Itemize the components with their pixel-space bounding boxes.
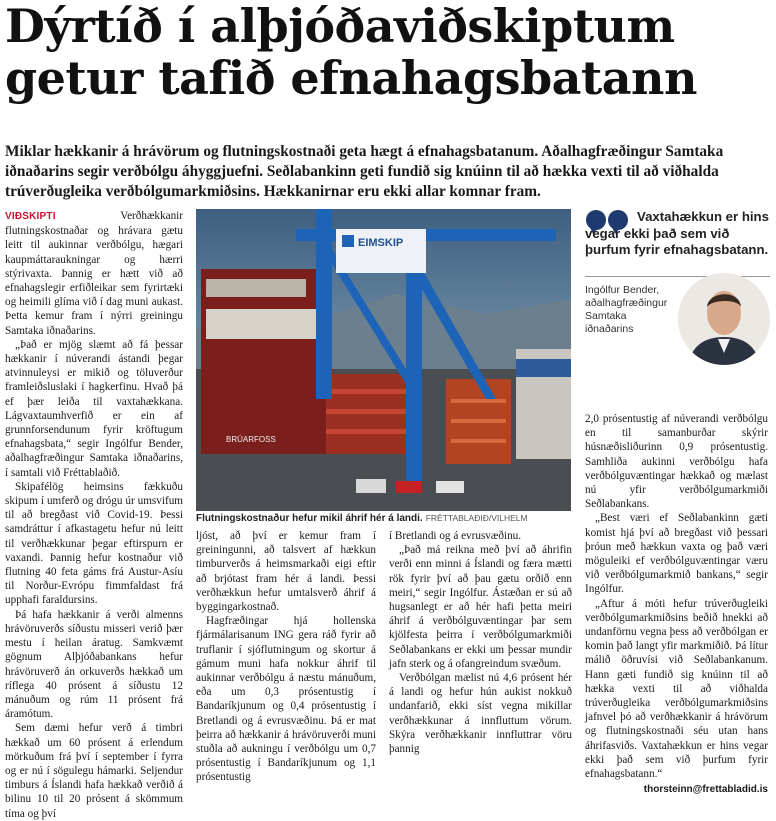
column-3	[389, 529, 572, 756]
paragraph: Hagfræðingar hjá hollenska fjármálarisanum ING gera ráð fyrir að truflanir í sjóflutningum og skortur á gámum muni hafa nokkur áhrif til aukinnar verðbólgu á næstu mánuðum, eða um 0,3 prósentustig í Bandaríkjunum og 0,4 prósentustig í Bretlandi og á evrusvæðinu. Þá er mat þeirra að hækkanir á hrávöruverði muni stuðla að aukningu í verðbólgu um 0,7 prósentustig í Bandaríkjunum og 1,1 prósentustig	[196, 615, 376, 784]
eimskip-logo: EIMSKIP	[358, 237, 404, 249]
column-4	[585, 412, 768, 797]
paragraph: „Aftur á móti hefur trúverðugleiki verðbólgumarkmiðsins beðið hnekki að undanförnu vegna þess að verðbólgan er komin það langt yfir markmiðið. Þá lítur málið öðruvísi við Seðlabankanum. Hann gæti fundið sig knúinn til að hækka vexti til að viðhalda trúverðugleika verðbólgumarkmiðsins jafnvel þó að verðhækkanir á hrávörum og flutningskostnaði séu utan hans áhrifasviðs. Vaxtahækkun er hins vegar ekki það sem við þurfum fyrir efnahagsbatann.“	[585, 597, 768, 781]
paragraph: „Það má reikna með því að áhrifin verði enn minni á Íslandi og færa mætti rök fyrir því að þau gætu orðið enn meiri,“ segir Ingólfur. Ástæðan er sú að hugsanlegt er að hér hafi þetta meiri áhrif á verðbólguvæntingar þar sem kjölfesta þeirra í verðbólgumarkmiði Seðlabankans er ekki um þessar mundir jafn sterk og á ofangreindum svæðum.	[389, 544, 572, 670]
author-email[interactable]: thorsteinn@frettabladid.is	[643, 784, 768, 796]
photo-credit: FRÉTTABLAÐIÐ/VILHELM	[425, 513, 528, 523]
photo-illustration	[196, 209, 571, 511]
paragraph: Þá hafa hækkanir á verði almenns hrávöruverðs síðustu misseri verið þær mestu í heilan áratug. Samkvæmt gögnum Alþjóðabankans hefur hrávöruverð án orkuverðs hækkað um ríflega 40 prósent á síðustu 12 mánuðum og rúm 11 prósent frá áramótum.	[5, 608, 183, 721]
section-kicker: VIÐSKIPTI	[5, 211, 56, 222]
paragraph: „Það er mjög slæmt að fá þessar hækkanir í núverandi ástandi þegar atvinnuleysi er mikið og töluverður framleiðsluslaki í hagkerfinu. Hvað þá ef þær leiða til vaxtahækkana. Lágvaxtaumhverfið er ein af grunnforsendunum fyrir kröftugum efnahagsbata,“ segir Ingólfur Bender, aðalhagfræðingur Samtaka iðnaðarins, í samtali við Fréttablaðið.	[5, 338, 183, 479]
paragraph: „Best væri ef Seðlabankinn gæti komist hjá því að bregðast við þessari þróun með hækkun vaxta og það væri möguleiki ef verðbólguvæntingar væru við verðbólgumarkmið bankans,“ segir Ingólfur.	[585, 512, 768, 596]
paragraph: Sem dæmi hefur verð á timbri hækkað um 60 prósent á erlendum mörkuðum frá því í september í fyrra og er nú í sögulegu hámarki. Seljendur timburs á Íslandi hafa hækkað verðið á bilinu 10 til 20 prósent á skömmum tíma og því	[5, 722, 183, 820]
paragraph: VIÐSKIPTI Verðhækkanir flutningskostnaðar og hrávara gætu leitt til aukinnar verðbólgu, hægari kaupmáttaraukningar og hærri stýrivaxta. Þannig er hætt við að efnahagslegir erfiðleikar sem fyrirtæki og heimili glíma við í dag muni aukast. Þetta kemur fram í nýrri greiningu Samtaka iðnaðarins.	[5, 210, 183, 337]
headline-line-1: Dýrtíð í alþjóðaviðskiptum	[5, 0, 675, 53]
paragraph: ljóst, að því er kemur fram í greiningunni, að talsvert af hækkun timburverðs á heimsmarkaði eigi eftir að brjótast fram hér á landi. Þessi verðhækkun hefur umtalsverð áhrif á byggingarkostnað.	[196, 530, 376, 614]
photo-caption: Flutningskostnaður hefur mikil áhrif hér á landi. FRÉTTABLAÐIÐ/VILHELM	[196, 513, 528, 524]
harbor-photo	[196, 209, 571, 511]
paragraph: 2,0 prósentustig af núverandi verðbólgu en til samanburðar skýrir húsnæðisliðurinn 0,9 prósentustig. Samhliða aukinni verðbólgu hafa verðbólguvæntingar hækkað og mælast nú yfir verðbólgumarkmiði Seðlabankans.	[585, 413, 768, 511]
column-2	[196, 529, 376, 785]
headline	[5, 0, 775, 104]
lede: Miklar hækkanir á hrávörum og flutningskostnaði geta hægt á efnahagsbatanum. Aðalhagfræðingur Samtaka iðnaðarins segir verðbólgu áhyggjuefni. Seðlabankinn geti fundið sig knúinn til að hækka vexti til að viðhalda trúverðugleika verðbólgumarkmiðsins. Hækkanirnar eru ekki allar komnar fram.	[5, 143, 724, 200]
column-1	[5, 209, 183, 821]
ship-name: BRÚARFOSS	[226, 435, 276, 444]
portrait-photo	[678, 273, 770, 365]
headline-line-2: getur tafið efnahagsbatann	[5, 51, 697, 105]
paragraph: í Bretlandi og á evrusvæðinu.	[389, 530, 522, 542]
pull-quote: Vaxtahækkun er hins vegar ekki það sem við þurfum fyrir efnahagsbatann.	[585, 209, 769, 257]
quote-source: Ingólfur Bender, aðalhagfræðingur Samtaka iðnaðarins	[585, 284, 668, 335]
paragraph: Skipafélög heimsins fækkuðu skipum í umferð og drógu úr umsvifum til að bregðast við Covid-19. Þessi samdráttur í afkastagetu hefur nú leitt til verðhækkunar þegar eftirspurn er vaxandi. Þannig hefur kostnaður við flutning 40 feta gáms frá Austur-Asíu til Norður-Evrópu fimmfaldast frá upphafi faraldursins.	[5, 480, 183, 607]
paragraph: Verðbólgan mælist nú 4,6 prósent hér á landi og hefur hún aukist nokkuð undanfarið, ekki síst vegna mikillar verðhækkunar á innfluttum vörum. Skýra verðhækkanir innfluttrar vöru þannig	[389, 672, 572, 756]
